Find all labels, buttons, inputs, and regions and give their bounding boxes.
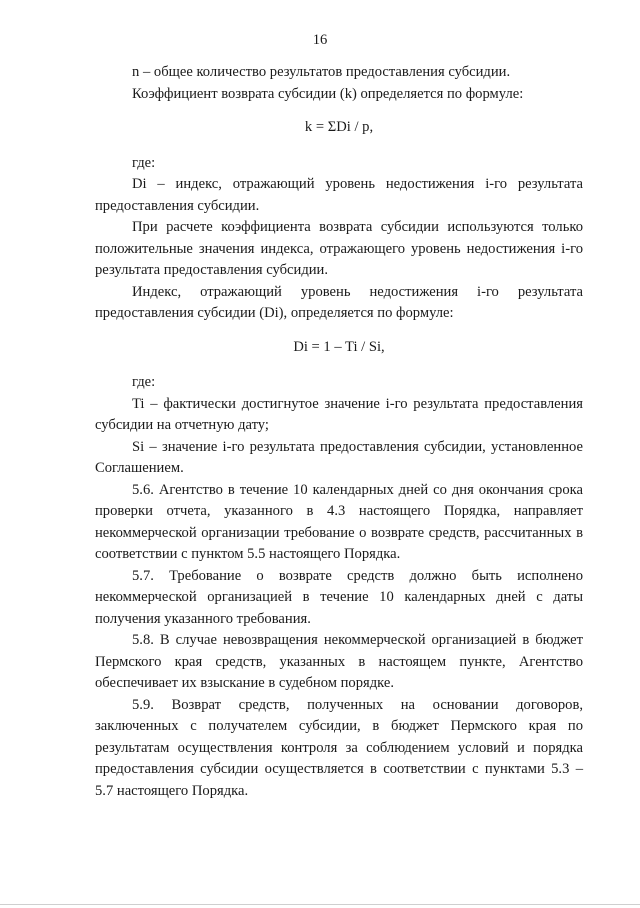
page-bottom-edge bbox=[0, 904, 640, 905]
formula-di: Di = 1 – Ti / Si, bbox=[293, 338, 385, 355]
paragraph-si-definition: Si – значение i-го результата предоставления субсидии, установленное Соглашением. bbox=[95, 438, 583, 476]
paragraph-n-definition: n – общее количество результатов предоставления субсидии. bbox=[132, 64, 511, 80]
paragraph-di-definition: Di – индекс, отражающий уровень недостижения i-го результата предоставления субсидии. bbox=[95, 176, 583, 214]
paragraph-5-9: 5.9. Возврат средств, полученных на основании договоров, заключенных с получателем субсидии, в бюджет Пермского края по результатам осуществления контроля за соблюдением условий и порядка предоставления субсидии осуществляется в соответствии с пунктами 5.3 – 5.7 настоящего Порядка. bbox=[95, 696, 583, 799]
paragraph-positive-values: При расчете коэффициента возврата субсидии используются только положительные значения индекса, отражающего уровень недостижения i-го результата предоставления субсидии. bbox=[95, 219, 583, 278]
where-label-2: где: bbox=[132, 374, 156, 390]
paragraph-5-7: 5.7. Требование о возврате средств должно быть исполнено некоммерческой организацией в течение 10 календарных дней с даты получения указанного требования. bbox=[95, 567, 583, 627]
where-label-1: где: bbox=[132, 154, 156, 171]
formula-k: k = ΣDi / p, bbox=[304, 119, 374, 135]
page-number: 16 bbox=[312, 32, 328, 48]
paragraph-k-intro: Коэффициент возврата субсидии (k) определяется по формуле: bbox=[132, 85, 524, 102]
paragraph-5-8: 5.8. В случае невозвращения некоммерческой организацией в бюджет Пермского края средств, указанных в настоящем пункте, Агентство обеспечивает их взыскание в судебном порядке. bbox=[95, 632, 583, 691]
paragraph-ti-definition: Ti – фактически достигнутое значение i-го результата предоставления субсидии на отчетную дату; bbox=[95, 395, 583, 433]
paragraph-di-intro: Индекс, отражающий уровень недостижения i-го результата предоставления субсидии (Di), определяется по формуле: bbox=[95, 283, 583, 321]
document-body bbox=[95, 62, 583, 802]
paragraph-5-6: 5.6. Агентство в течение 10 календарных дней со дня окончания срока проверки отчета, указанного в 4.3 настоящего Порядка, направляет некоммерческой организации требование о возврате средств, рассчитанных в соответствии с пунктом 5.5 настоящего Порядка. bbox=[95, 481, 583, 562]
